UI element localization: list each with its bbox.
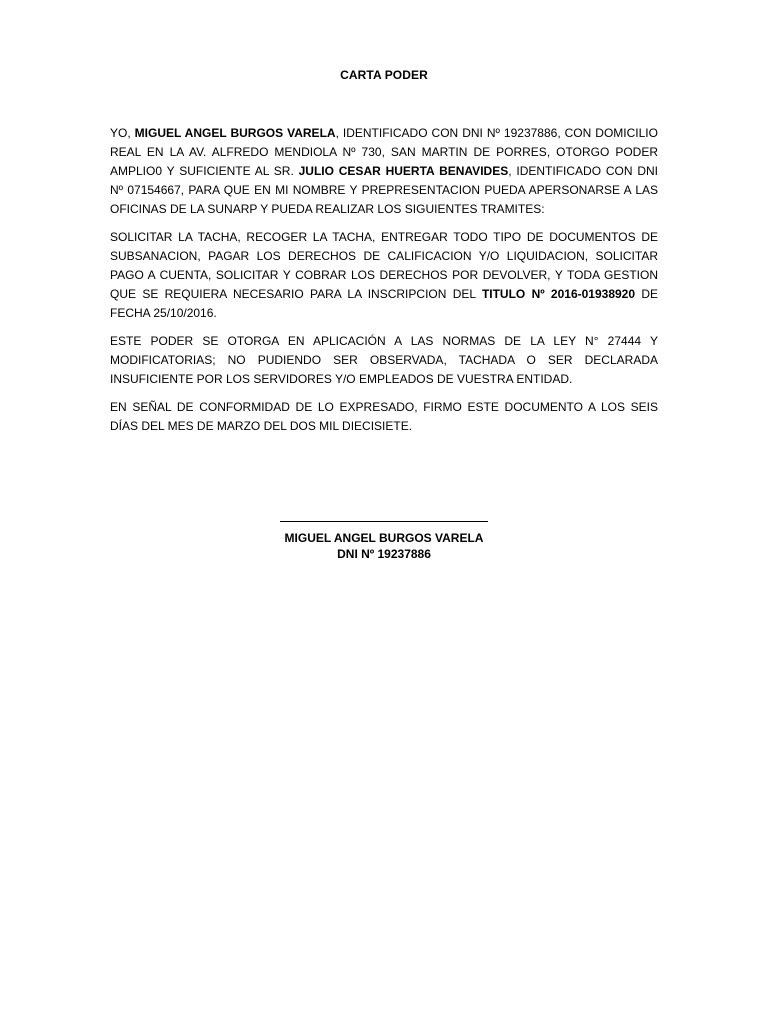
signature-dni: DNI Nº 19237886 xyxy=(337,547,431,561)
p2-text-a: SOLICITAR LA TACHA, RECOGER LA TACHA, ENTREGAR TODO TIPO DE DOCUMENTOS DE SUBSANACION, PAGAR LOS DERECHOS DE CALIFICACION Y/O LIQUIDACION, SOLICITAR PAGO A CUENTA, SOLICITAR Y COBRAR LOS DERECHOS POR DEVOLVER, Y TODA GESTION QUE SE REQUIERA NECESARIO PARA LA INSCRIPCION DEL xyxy=(110,230,658,301)
signature-name: MIGUEL ANGEL BURGOS VARELA xyxy=(284,531,484,545)
title-number: TITULO Nº 2016-01938920 xyxy=(481,287,636,301)
document-body xyxy=(110,124,658,445)
p2-text-c: DE FECHA 25/10/2016. xyxy=(110,287,659,320)
paragraph-conformity: EN SEÑAL DE CONFORMIDAD DE LO EXPRESADO, FIRMO ESTE DOCUMENTO A LOS SEIS DÍAS DEL MES DE MARZO DEL DOS MIL DIECISIETE. xyxy=(110,400,658,433)
paragraph-legal-basis: ESTE PODER SE OTORGA EN APLICACIÓN A LAS NORMAS DE LA LEY N° 27444 Y MODIFICATORIAS; NO PUDIENDO SER OBSERVADA, TACHADA O SER DECLARADA INSUFICIENTE POR LOS SERVIDORES Y/O EMPLEADOS DE VUESTRA ENTIDAD. xyxy=(110,334,658,386)
p1-text-c: , IDENTIFICADO CON DNI Nº 19237886, CON DOMICILIO REAL EN LA AV. ALFREDO MENDIOLA Nº 730, SAN MARTIN DE PORRES, OTORGO PODER AMPLIO0 Y SUFICIENTE AL SR. xyxy=(110,126,658,178)
grantor-name: MIGUEL ANGEL BURGOS VARELA xyxy=(134,126,336,140)
p1-text-e: , IDENTIFICADO CON DNI Nº 07154667, PARA QUE EN MI NOMBRE Y PREPRESENTACION PUEDA APERSONARSE A LAS OFICINAS DE LA SUNARP Y PUEDA REALIZAR LOS SIGUIENTES TRAMITES: xyxy=(110,164,658,216)
document-title: CARTA PODER xyxy=(340,68,428,82)
p1-text-a: YO, xyxy=(110,126,135,140)
paragraph-procedures xyxy=(110,228,658,323)
signature-line xyxy=(280,521,488,522)
paragraph-grant xyxy=(110,124,658,219)
signature-block xyxy=(0,510,768,562)
attorney-name: JULIO CESAR HUERTA BENAVIDES xyxy=(298,164,509,178)
